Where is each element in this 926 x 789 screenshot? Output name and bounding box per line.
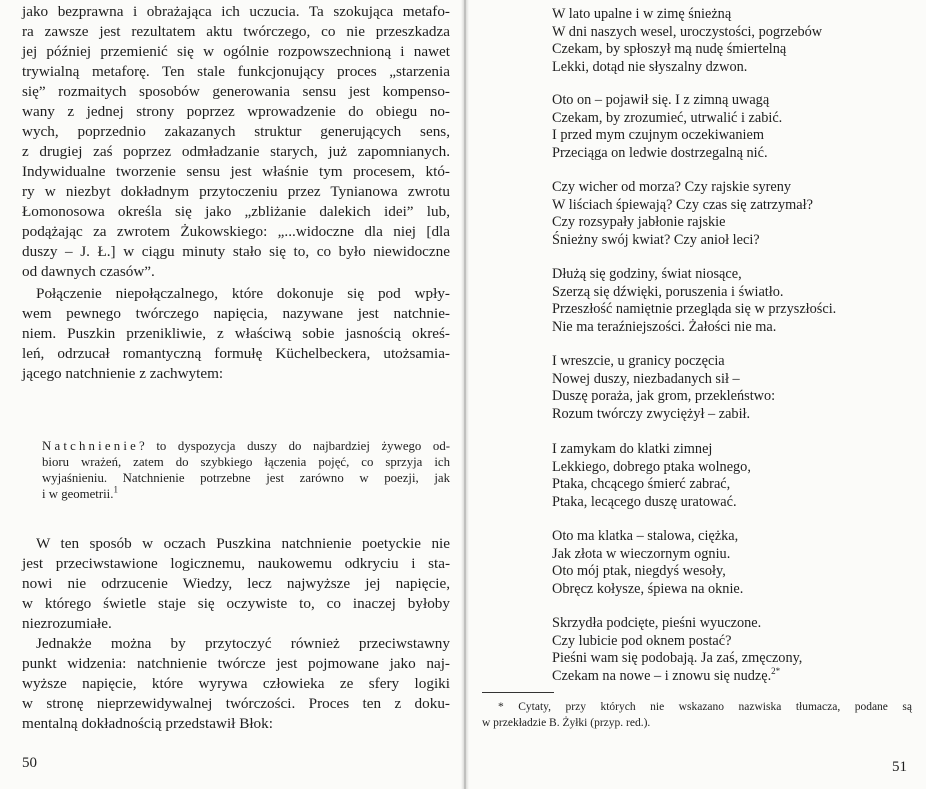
footnote-line: * Cytaty, przy których nie wskazano nazwiska tłumacza, podane są: [498, 701, 912, 713]
verse-line: Czekam, by zrozumieć, utrwalić i zabić.: [552, 109, 783, 126]
verse-line: [552, 665, 781, 686]
verse-line: Szerzą się dźwięki, poruszenia i światło.: [552, 283, 784, 300]
text-line: jest przeciwstawione logicznemu, naukowemu odkryciu i sta-: [22, 555, 450, 572]
verse-line: Czy lubicie pod oknem postać?: [552, 632, 732, 649]
verse-line: Oto on – pojawił się. I z zimną uwagą: [552, 92, 770, 108]
footnote-line: w przekładzie B. Żyłki (przyp. red.).: [482, 717, 651, 729]
verse-line: I zamykam do klatki zimnej: [552, 441, 713, 457]
text-line: wany z jednej strony poprzez wprowadzenie do obiegu no-: [22, 103, 450, 120]
verse-line: Lekkiego, dobrego ptaka wolnego,: [552, 458, 751, 475]
verse-line: Nowej duszy, niezbadanych sił –: [552, 370, 740, 387]
text-line: lеń, odrzucał romantyczną formułę Küchelbeckera, utożsamia-: [22, 345, 450, 362]
verse-line: Jak złota w wieczornym ogniu.: [552, 545, 731, 562]
text-line: się” rozmaitych sposobów generowania sensu jest kompenso-: [22, 83, 450, 100]
text-line: niem. Puszkin przenikliwie, z właściwą sobie jasnością okreś-: [22, 325, 450, 342]
verse-line: Ptaka, chcącego śmierć zabrać,: [552, 476, 731, 492]
footnote-rule: [482, 692, 554, 693]
verse-line: Przeszłość namiętnie przegląda się w przyszłości.: [552, 301, 837, 317]
text-line: niezrozumiałe.: [22, 615, 112, 632]
text-line: od dawnych czasów”.: [22, 263, 155, 280]
verse-line: W lato upalne i w zimę śnieżną: [552, 6, 732, 22]
verse-line: W liściach śpiewają? Czy czas się zatrzymał?: [552, 196, 813, 213]
verse-line: Duszę poraża, jak grom, przekleństwo:: [552, 388, 776, 404]
text-line: mentalną dokładnością przedstawił Błok:: [22, 715, 273, 732]
text-line: duszy – J. Ł.] w ciągu minuty stało się to, co było niewidoczne: [22, 243, 450, 260]
verse-line: Oto ma klatka – stalowa, ciężka,: [552, 528, 739, 544]
text-line: wem pewnego twórczego napięcia, nazywane jest natchnie-: [22, 305, 450, 322]
verse-line: I wreszcie, u granicy poczęcia: [552, 353, 725, 369]
verse-line: Obręcz kołysze, śpiewa na oknie.: [552, 580, 744, 597]
verse-line: Skrzydła podcięte, pieśni wyuczone.: [552, 615, 762, 631]
text-line: punkt widzenia: natchnienie twórcze jest pojmowane jako naj-: [22, 655, 450, 672]
text-line: ry w niezbyt dokładnym przytoczeniu przez Tynianowa zwrotu: [22, 183, 450, 200]
verse-line: Pieśni wam się podobają. Ja zaś, zmęczony,: [552, 650, 803, 666]
text-line: W ten sposób w oczach Puszkina natchnienie poetyckie nie: [36, 535, 450, 552]
text-line: jącego natchnienie z zachwytem:: [22, 365, 224, 382]
verse-line: Czy wicher od morza? Czy rajskie syreny: [552, 179, 791, 195]
text-line: trywialną metaforę. Ten stale funkcjonujący proces „starzenia: [22, 63, 450, 80]
verse-line: Oto mój ptak, niegdyś wesoły,: [552, 563, 726, 579]
text-line: wych, poprzednio zakazanych struktur generujących sens,: [22, 123, 450, 140]
quote-text: ? to dyspozycja duszy do najbardziej żywego od-: [139, 439, 450, 453]
text-line: Jednakże można by przytoczyć również przeciwstawny: [36, 635, 450, 652]
page-number: 50: [22, 755, 37, 771]
quote-line: wyjaśnieniu. Natchnienie potrzebne jest zarówno w poezji, jak: [42, 471, 450, 485]
footnote-reference[interactable]: 1: [113, 484, 118, 495]
right-page: [466, 0, 926, 789]
text-line: z drugiej zaś poprzez odmładzanie starych, już zapomnianych.: [22, 143, 450, 160]
verse-line: Ptaka, lecącego duszę uratować.: [552, 493, 737, 510]
verse-line: Przeciąga on ledwie dostrzegalną nić.: [552, 144, 768, 161]
quote-line: [42, 486, 118, 502]
text-line: ra zawsze jest rezultatem aktu twórczego, co nie przeszkadza: [22, 23, 450, 40]
quote-line: [42, 438, 450, 454]
text-line: Łomonosowa określa się jako „zbliżanie dalekich idei” lub,: [22, 203, 450, 220]
verse-line: I przed mym czujnym oczekiwaniem: [552, 127, 764, 143]
text-line: Połączenie niepołączalnego, które dokonuje się pod wpły-: [36, 285, 450, 302]
footnote-reference[interactable]: 2*: [771, 665, 781, 676]
verse-line: Nie ma teraźniejszości. Żałości nie ma.: [552, 318, 777, 335]
text-line: nowi nie odrzucenie Wiedzy, lecz najwyższe jej napięcie,: [22, 575, 450, 592]
verse-line: Czy rozsypały jabłonie rajskie: [552, 214, 726, 230]
quote-line: bioru wrażeń, zatem do szybkiego łączenia pojęć, co sprzyja ich: [42, 455, 450, 469]
verse-line: Lekki, dotąd nie słyszalny dzwon.: [552, 58, 748, 75]
quote-text: i w geometrii.: [42, 487, 114, 501]
spaced-word: Natchnienie: [42, 439, 140, 453]
verse-line: Czekam, by spłoszył mą nudę śmiertelną: [552, 41, 787, 57]
text-line: w którego świetle staje się oczywiste to, co inaczej byłoby: [22, 595, 450, 612]
verse-line: Śnieżny swój kwiat? Czy anioł leci?: [552, 231, 760, 248]
text-line: podążając za zwrotem Żukowskiego: „...widoczne dla niej [dla: [22, 223, 450, 240]
verse-line: Dłużą się godziny, świat niosące,: [552, 266, 742, 282]
text-line: wyższe napięcie, które wyrywa człowieka ze sfery logiki: [22, 675, 450, 692]
verse-text: Czekam na nowe – i znowu się nudzę.: [552, 667, 772, 684]
text-line: Indywidualne tworzenie sensu jest właśnie tym procesem, któ-: [22, 163, 450, 180]
text-line: jako bezprawna i obrażająca ich uczucia. Ta szokująca metafo-: [22, 3, 450, 20]
verse-line: Rozum twórczy zwyciężył – zabił.: [552, 405, 751, 422]
page-number: 51: [892, 759, 907, 775]
text-line: jej później przemienić się w ogólnie rozpowszechnioną i nawet: [22, 43, 450, 60]
verse-line: W dni naszych wesel, uroczystości, pogrzebów: [552, 23, 823, 40]
text-line: w stronę nieprzewidywalnej twórczości. Proces ten z doku-: [22, 695, 450, 712]
